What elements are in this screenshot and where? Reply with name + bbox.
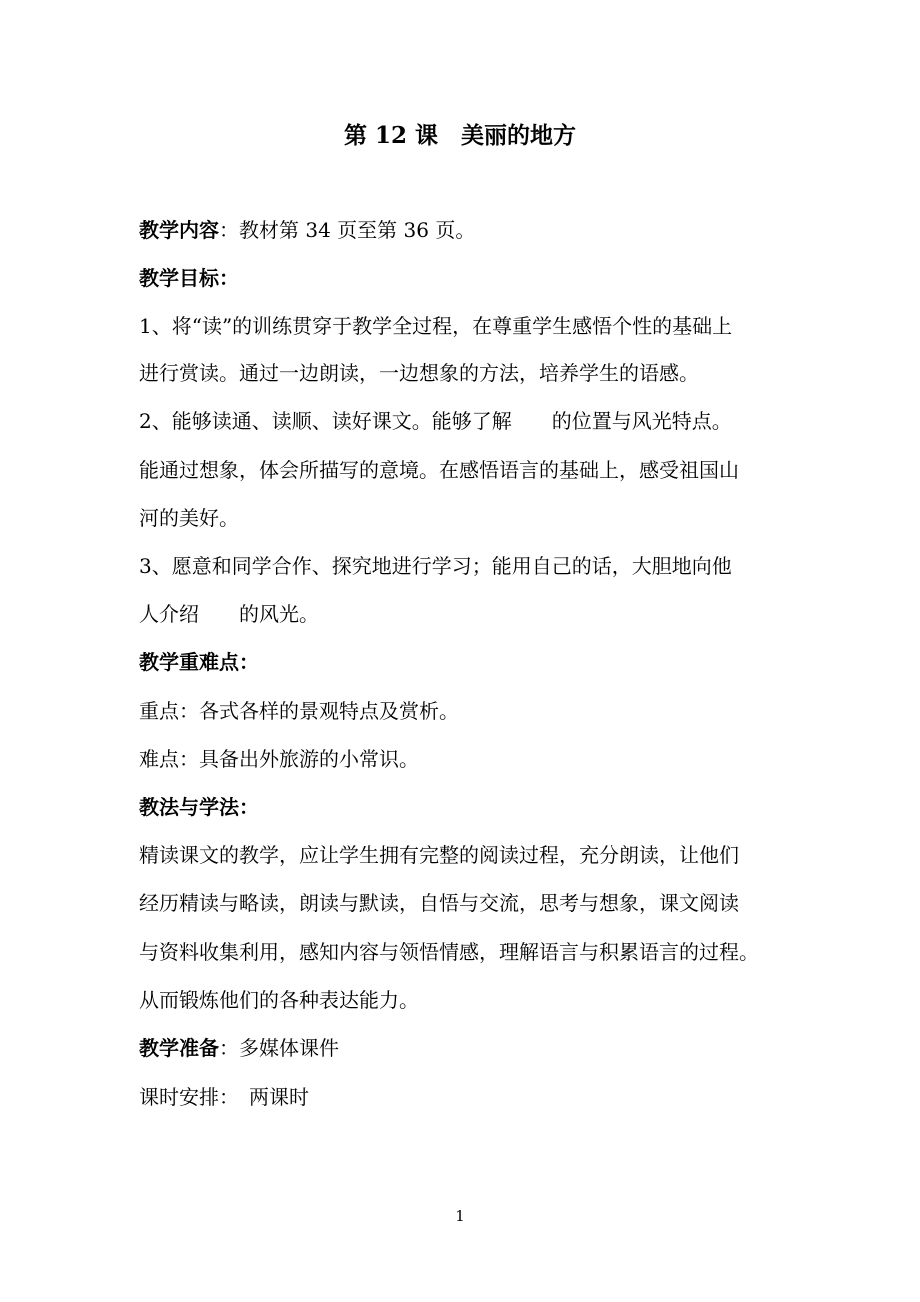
lesson-title: 第 12 课 美丽的地方: [343, 122, 577, 149]
objective-line: 河的美好。: [139, 506, 239, 530]
content-line: [139, 215, 475, 245]
key-point-line: 难点：具备出外旅游的小常识。: [139, 747, 419, 771]
objective-line: 进行赏读。通过一边朗读，一边想象的方法，培养学生的语感。: [139, 361, 699, 385]
objective-line: 能通过想象，体会所描写的意境。在感悟语言的基础上，感受祖国山: [139, 458, 739, 482]
page-number: 1: [455, 1207, 465, 1225]
key-points-heading: 教学重难点：: [139, 650, 259, 674]
objective-line: 3、愿意和同学合作、探究地进行学习；能用自己的话，大胆地向他: [139, 554, 732, 578]
schedule-line: 课时安排： 两课时: [139, 1085, 309, 1109]
methods-line: 经历精读与略读，朗读与默读，自悟与交流，思考与想象，课文阅读: [139, 891, 739, 915]
content-label: 教学内容: [139, 218, 219, 242]
preparation-line: [139, 1033, 339, 1063]
preparation-colon: ：: [219, 1036, 239, 1060]
objective-line: 人介绍 的风光。: [139, 602, 319, 626]
preparation-label: 教学准备: [139, 1036, 219, 1060]
preparation-text: 多媒体课件: [239, 1036, 339, 1060]
methods-heading: 教法与学法：: [139, 795, 259, 819]
methods-line: 从而锻炼他们的各种表达能力。: [139, 988, 419, 1012]
methods-line: 与资料收集利用，感知内容与领悟情感，理解语言与积累语言的过程。: [139, 940, 759, 964]
content-colon: ：: [219, 218, 239, 242]
objective-line: 1、将“读”的训练贯穿于教学全过程，在尊重学生感悟个性的基础上: [139, 314, 733, 338]
objective-line: 2、能够读通、读顺、读好课文。能够了解 的位置与风光特点。: [139, 409, 732, 433]
key-point-line: 重点：各式各样的景观特点及赏析。: [139, 699, 459, 723]
content-text: 教材第 34 页至第 36 页。: [239, 218, 476, 242]
objectives-heading: 教学目标：: [139, 266, 239, 290]
methods-line: 精读课文的教学，应让学生拥有完整的阅读过程，充分朗读，让他们: [139, 843, 739, 867]
